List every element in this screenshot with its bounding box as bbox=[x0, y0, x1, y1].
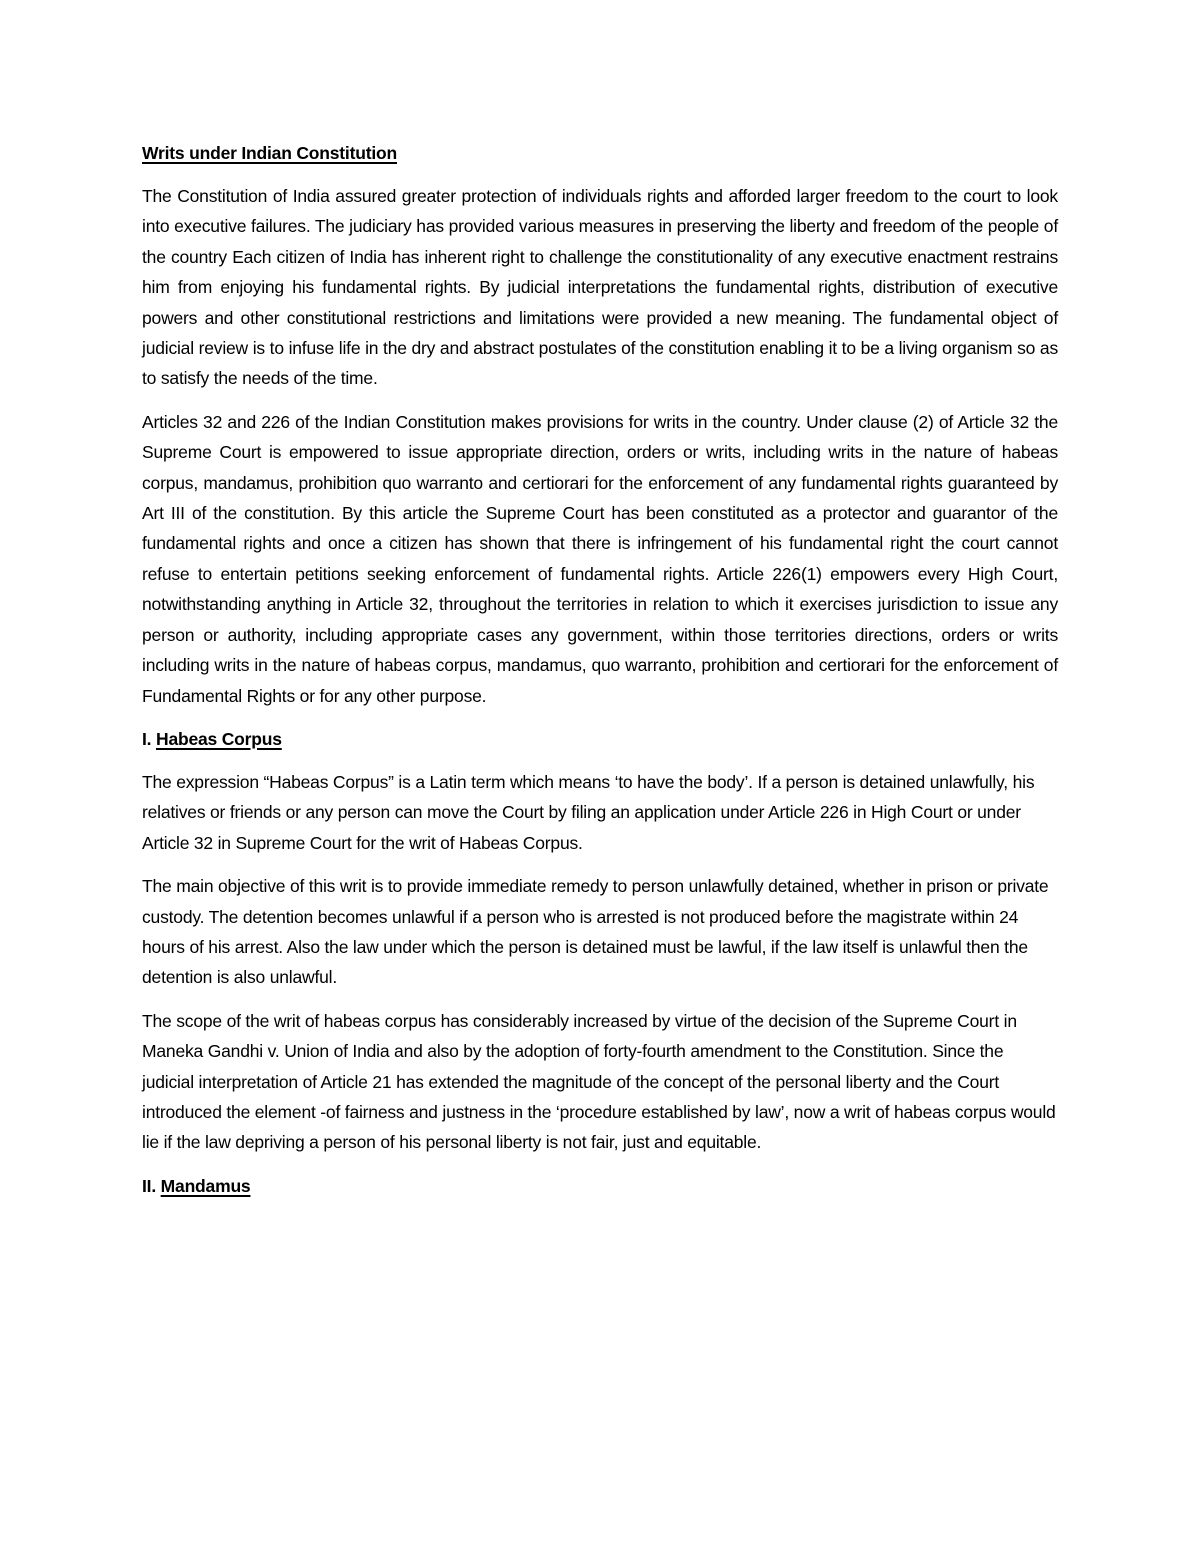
section-title: Habeas Corpus bbox=[156, 728, 282, 749]
intro-paragraph-1: The Constitution of India assured greater protection of individuals rights and afforded larger freedom to the court to look into executive failures. The judiciary has provided various measures in preserving the liberty and freedom of the people of the country Each citizen of India has inherent right to challenge the constitutionality of any executive enactment restrains him from enjoying his fundamental rights. By judicial interpretations the fundamental rights, distribution of executive powers and other constitutional restrictions and limitations were provided a new meaning. The fundamental object of judicial review is to infuse life in the dry and abstract postulates of the constitution enabling it to be a living organism so as to satisfy the needs of the time. bbox=[142, 186, 1058, 389]
section-number: II. bbox=[142, 1175, 161, 1196]
section-heading-mandamus bbox=[142, 1171, 1058, 1201]
intro-paragraph-2: Articles 32 and 226 of the Indian Constitution makes provisions for writs in the country. Under clause (2) of Article 32 the Supreme Court is empowered to issue appropriate direction, orders or writs, including writs in the nature of habeas corpus, mandamus, prohibition quo warranto and certiorari for the enforcement of any fundamental rights guaranteed by Art III of the constitution. By this article the Supreme Court has been constituted as a protector and guarantor of the fundamental rights and once a citizen has shown that there is infringement of his fundamental right the court cannot refuse to entertain petitions seeking enforcement of fundamental rights. Article 226(1) empowers every High Court, notwithstanding anything in Article 32, throughout the territories in relation to which it exercises jurisdiction to issue any person or authority, including appropriate cases any government, within those territories directions, orders or writs including writs in the nature of habeas corpus, mandamus, quo warranto, prohibition and certiorari for the enforcement of Fundamental Rights or for any other purpose. bbox=[142, 411, 1058, 706]
document-title-text: Writs under Indian Constitution bbox=[142, 143, 397, 163]
document-title bbox=[142, 138, 1058, 168]
document-page bbox=[142, 138, 1058, 1214]
habeas-corpus-paragraph-2: The main objective of this writ is to provide immediate remedy to person unlawfully detained, whether in prison or private custody. The detention becomes unlawful if a person who is arrested is not produced before the magistrate within 24 hours of his arrest. Also the law under which the person is detained must be lawful, if the law itself is unlawful then the detention is also unlawful. bbox=[142, 876, 1049, 988]
section-number: I. bbox=[142, 728, 156, 749]
section-title: Mandamus bbox=[160, 1175, 251, 1196]
habeas-corpus-paragraph-3: The scope of the writ of habeas corpus has considerably increased by virtue of the decision of the Supreme Court in Maneka Gandhi v. Union of India and also by the adoption of forty-fourth amendment to the Constitution. Since the judicial interpretation of Article 21 has extended the magnitude of the concept of the personal liberty and the Court introduced the element -of fairness and justness in the ‘procedure established by law’, now a writ of habeas corpus would lie if the law depriving a person of his personal liberty is not fair, just and equitable. bbox=[142, 1010, 1056, 1153]
section-heading-habeas-corpus bbox=[142, 724, 1058, 754]
habeas-corpus-paragraph-1: The expression “Habeas Corpus” is a Latin term which means ‘to have the body’. If a person is detained unlawfully, his relatives or friends or any person can move the Court by filing an application under Article 226 in High Court or under Article 32 in Supreme Court for the writ of Habeas Corpus. bbox=[142, 771, 1035, 853]
